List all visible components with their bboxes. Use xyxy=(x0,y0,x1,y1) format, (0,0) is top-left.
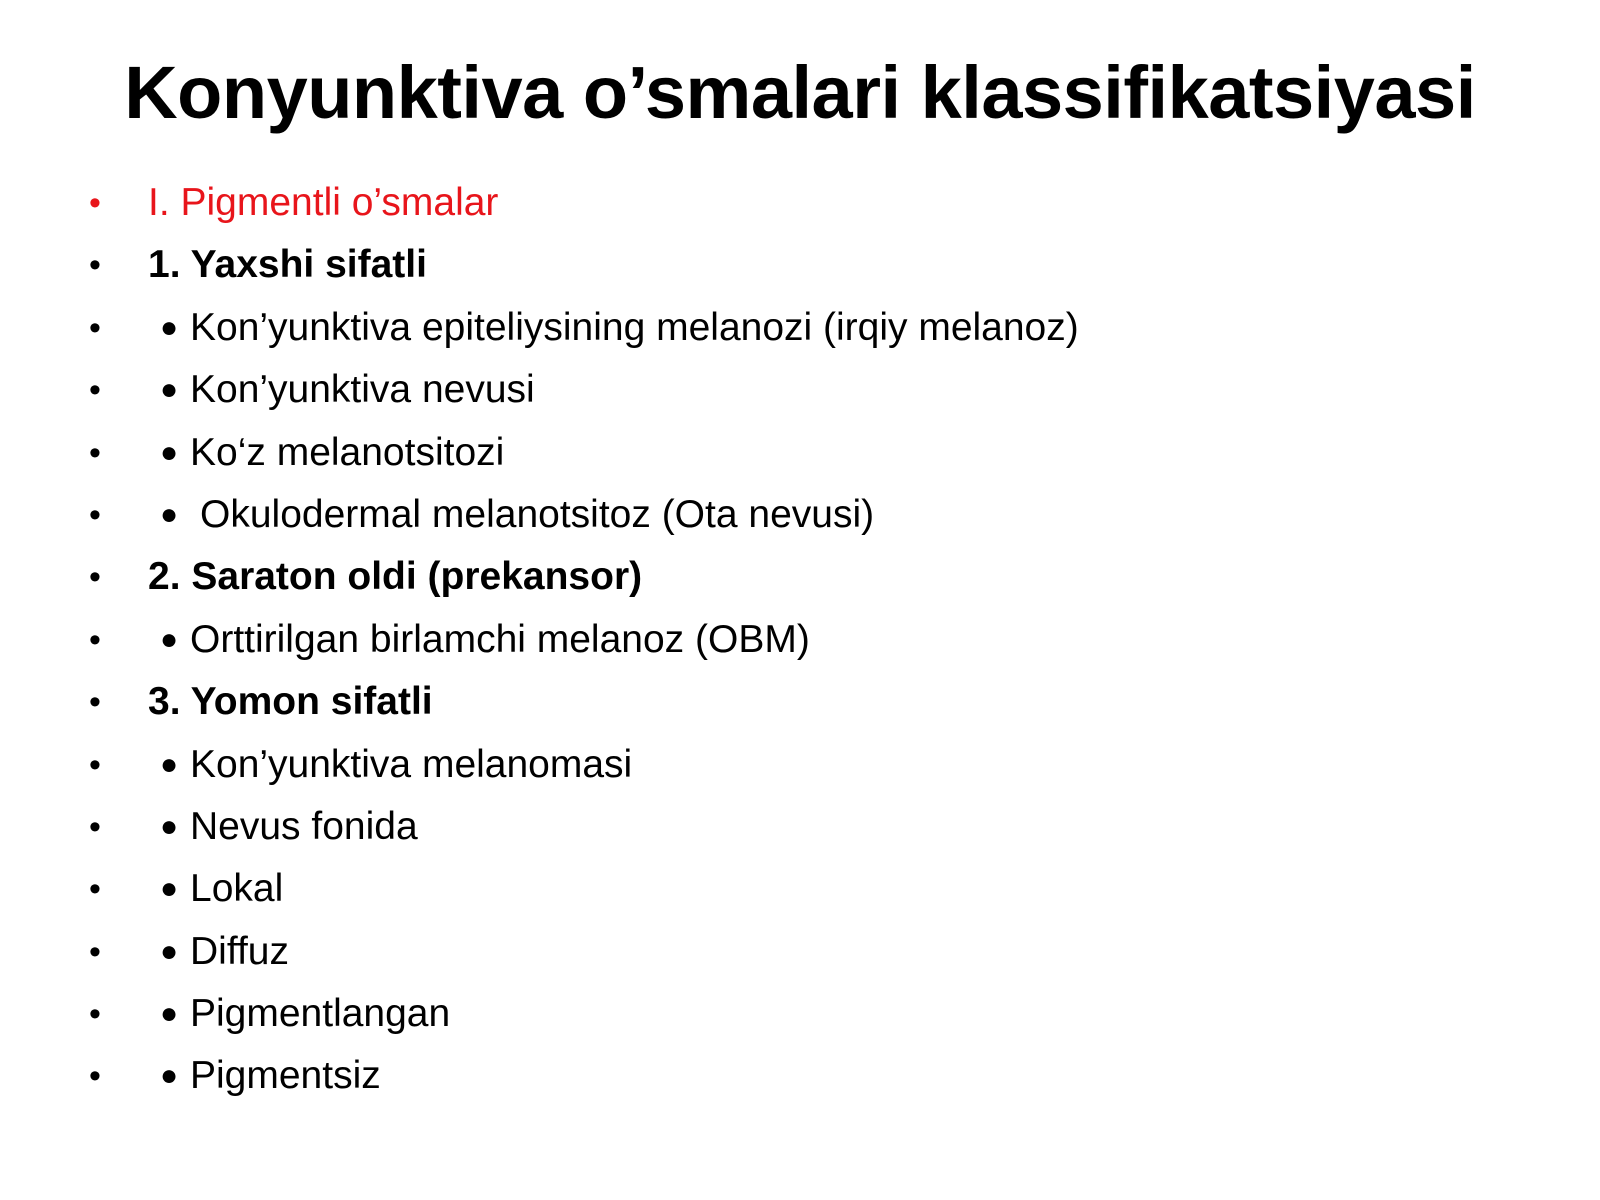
bullet-dot: • xyxy=(89,807,101,846)
sub-bullet-dot: ● xyxy=(160,809,179,843)
bullet-dot: • xyxy=(89,683,101,722)
list-item-text: Pigmentlangan xyxy=(190,992,451,1036)
list-item-text: I. Pigmentli o’smalar xyxy=(148,181,499,224)
list-item-text: Lokal xyxy=(190,867,284,911)
list-item xyxy=(0,546,1600,608)
list-item-text: Orttirilgan birlamchi melanoz (OBM) xyxy=(190,617,810,661)
bullet-dot: • xyxy=(89,558,101,597)
list-item xyxy=(0,359,1600,421)
list-item-text: Nevus fonida xyxy=(190,804,418,848)
list-item-text: 2. Saraton oldi (prekansor) xyxy=(148,555,643,599)
bullet-dot: • xyxy=(89,620,101,659)
sub-bullet-dot: ● xyxy=(160,622,179,656)
list-item xyxy=(0,671,1600,733)
list-item xyxy=(0,734,1600,796)
bullet-dot: • xyxy=(89,433,101,472)
list-item xyxy=(0,858,1600,920)
list-item-text: Kon’yunktiva melanomasi xyxy=(190,742,633,786)
list-item xyxy=(0,1045,1600,1107)
sub-bullet-dot: ● xyxy=(160,435,179,469)
list-item xyxy=(0,609,1600,671)
sub-bullet-dot: ● xyxy=(160,997,179,1031)
sub-bullet-dot: ● xyxy=(160,747,179,781)
list-item xyxy=(0,484,1600,546)
list-item xyxy=(0,921,1600,983)
bullet-dot: • xyxy=(89,246,101,285)
classification-list xyxy=(0,172,1600,1108)
list-item-text: Diffuz xyxy=(190,929,289,973)
sub-bullet-dot: ● xyxy=(160,373,179,407)
sub-bullet-dot: ● xyxy=(160,934,179,968)
bullet-dot: • xyxy=(89,308,101,347)
bullet-dot: • xyxy=(89,1057,101,1096)
list-item-text: 3. Yomon sifatli xyxy=(148,680,433,724)
list-item-text: Ko‘z melanotsitozi xyxy=(190,430,505,474)
bullet-dot: • xyxy=(89,745,101,784)
sub-bullet-dot: ● xyxy=(160,1059,179,1093)
list-item xyxy=(0,234,1600,296)
list-item xyxy=(0,422,1600,484)
bullet-dot: • xyxy=(89,932,101,971)
list-item-text: Okulodermal melanotsitoz (Ota nevusi) xyxy=(200,492,875,536)
bullet-dot: • xyxy=(89,371,101,410)
sub-bullet-dot: ● xyxy=(160,872,179,906)
list-item-text: Kon’yunktiva epiteliysining melanozi (irqiy melanoz) xyxy=(190,305,1079,349)
list-item xyxy=(0,297,1600,359)
list-item-text: Pigmentsiz xyxy=(190,1054,381,1098)
list-item xyxy=(0,796,1600,858)
bullet-dot: • xyxy=(89,495,101,534)
list-item xyxy=(0,983,1600,1045)
sub-bullet-dot: ● xyxy=(160,497,179,531)
bullet-dot: • xyxy=(89,995,101,1034)
list-item-text: Kon’yunktiva nevusi xyxy=(190,368,535,412)
list-item xyxy=(0,172,1600,234)
sub-bullet-dot: ● xyxy=(160,310,179,344)
bullet-dot: • xyxy=(89,870,101,909)
list-item-text: 1. Yaxshi sifatli xyxy=(148,243,427,287)
slide-title: Konyunktiva o’smalari klassifikatsiyasi xyxy=(124,51,1476,134)
bullet-dot: • xyxy=(89,184,101,222)
